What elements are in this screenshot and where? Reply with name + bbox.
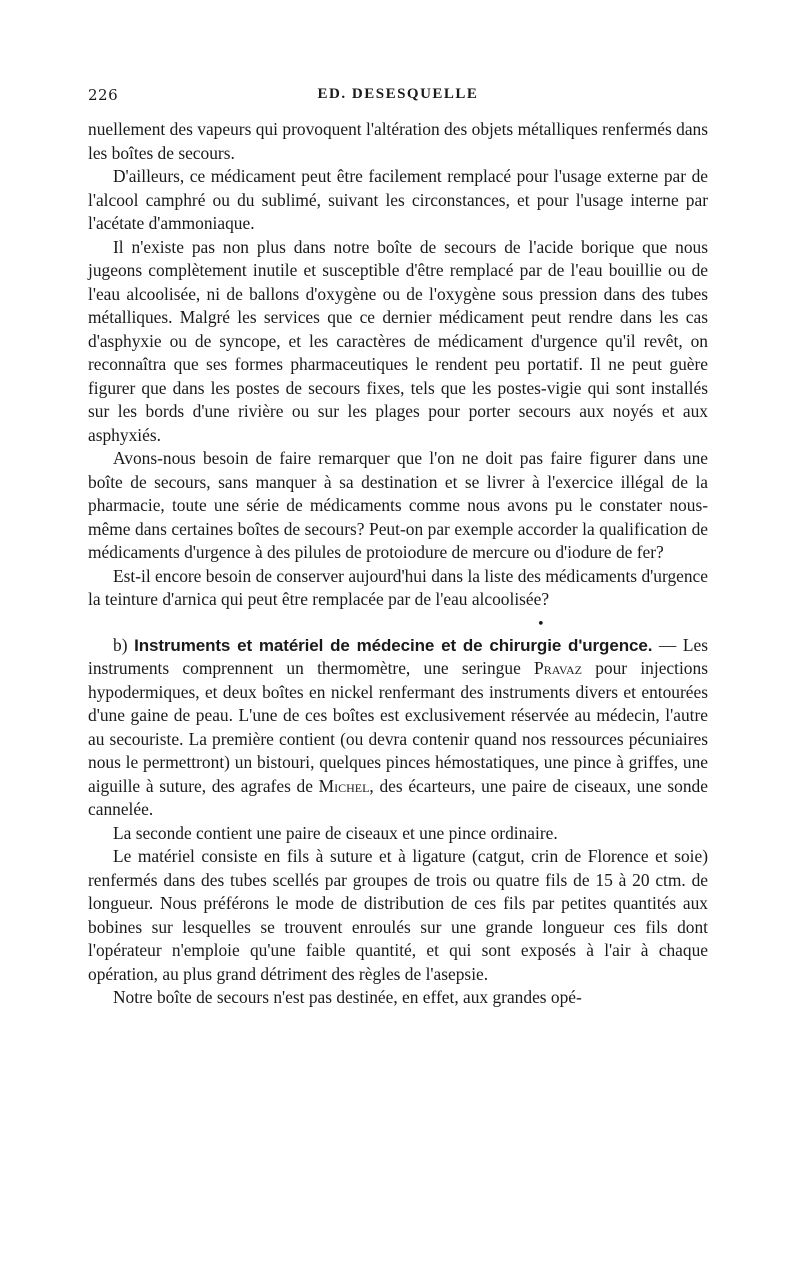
section-spacer <box>88 612 708 634</box>
section-label: b) <box>113 634 128 655</box>
paragraph: Notre boîte de secours n'est pas destinée, en effet, aux grandes opé- <box>113 987 582 1007</box>
page-number: 226 <box>88 86 119 104</box>
paragraph: Est-il encore besoin de conserver aujourd'hui dans la liste des médicaments d'urgence la teinture d'arnica qui peut être remplacée par de l'eau alcoolisée? <box>88 565 708 609</box>
paragraph: La seconde contient une paire de ciseaux et une pince ordinaire. <box>113 822 558 843</box>
paragraph: D'ailleurs, ce médicament peut être facilement remplacé pour l'usage externe par de l'alcool camphré ou du sublimé, suivant les circonstances, et pour l'usage interne par l'acétate d'ammoniaque. <box>88 166 708 233</box>
body-text <box>88 118 708 1010</box>
paragraph: Avons-nous besoin de faire remarquer que l'on ne doit pas faire figurer dans une boîte de secours, sans manquer à sa destination et se livrer à l'exercice illégal de la pharmacie, toute une série de médicaments comme nous avons pu le constater nous-même dans certaines boîtes de secours? Peut-on par exemple accorder la qualification de médicaments d'urgence à des pilules de protoiodure de mercure ou d'iodure de fer? <box>88 448 708 562</box>
section-text-a: — Les instruments comprennent un thermomètre, une seringue <box>88 634 708 678</box>
section-text-b: pour injections hypodermiques, et deux boîtes en nickel renfermant des instruments divers et entourées d'une gaine de peau. L'une de ces boîtes est exclusivement réservée au médecin, l'autre au secouriste. La première contient (ou devra contenir quand nos ressources pécuniaires nous le permettront) un bistouri, quelques pinces hémostatiques, une pince à griffes, une aiguille à suture, des agrafes de <box>88 658 708 796</box>
paragraph-continued: nuellement des vapeurs qui provoquent l'altération des objets métalliques renfermés dans les boîtes de secours. <box>88 119 708 163</box>
section-heading: Instruments et matériel de médecine et de chirurgie d'urgence. <box>134 635 653 655</box>
section-text-c: , des écarteurs, une paire de ciseaux, une sonde cannelée. <box>88 775 708 819</box>
paragraph: Il n'existe pas non plus dans notre boîte de secours de l'acide borique que nous jugeons complètement inutile et susceptible d'être remplacé par de l'eau bouillie ou de l'eau alcoolisée, ni de ballons d'oxygène ou de l'oxygène sous pression dans des tubes métalliques. Malgré les services que ce dernier médicament peut rendre dans les cas d'asphyxie ou de syncope, et les caractères de médicament d'urgence qu'il revêt, on reconnaîtra que ses formes pharmaceutiques le rendent peu portatif. Il ne peut guère figurer que dans les postes de secours fixes, tels que les postes-vigie qui sont installés sur les bords d'une rivière ou sur les plages pour porter secours aux noyés et aux asphyxiés. <box>88 236 708 445</box>
section-paragraph <box>88 634 708 822</box>
person-name-pravaz: Pravaz <box>534 658 582 678</box>
person-name-michel: Michel <box>318 775 370 796</box>
running-header <box>88 86 708 110</box>
running-title-author: ED. DESESQUELLE <box>317 86 479 102</box>
printer-mark: • <box>537 617 545 632</box>
paragraph: Le matériel consiste en fils à suture et à ligature (catgut, crin de Florence et soie) renfermés dans des tubes scellés par groupes de trois ou quatre fils de 15 à 20 ctm. de longueur. Nous préférons le mode de distribution de ces fils par petites quantités aux bobines sur lesquelles se trouvent enroulés sur une grande longueur ces fils dont l'opérateur n'emploie qu'une faible quantité, et qui sont exposés à l'air à chaque opération, au plus grand détriment des règles de l'asepsie. <box>88 846 708 984</box>
